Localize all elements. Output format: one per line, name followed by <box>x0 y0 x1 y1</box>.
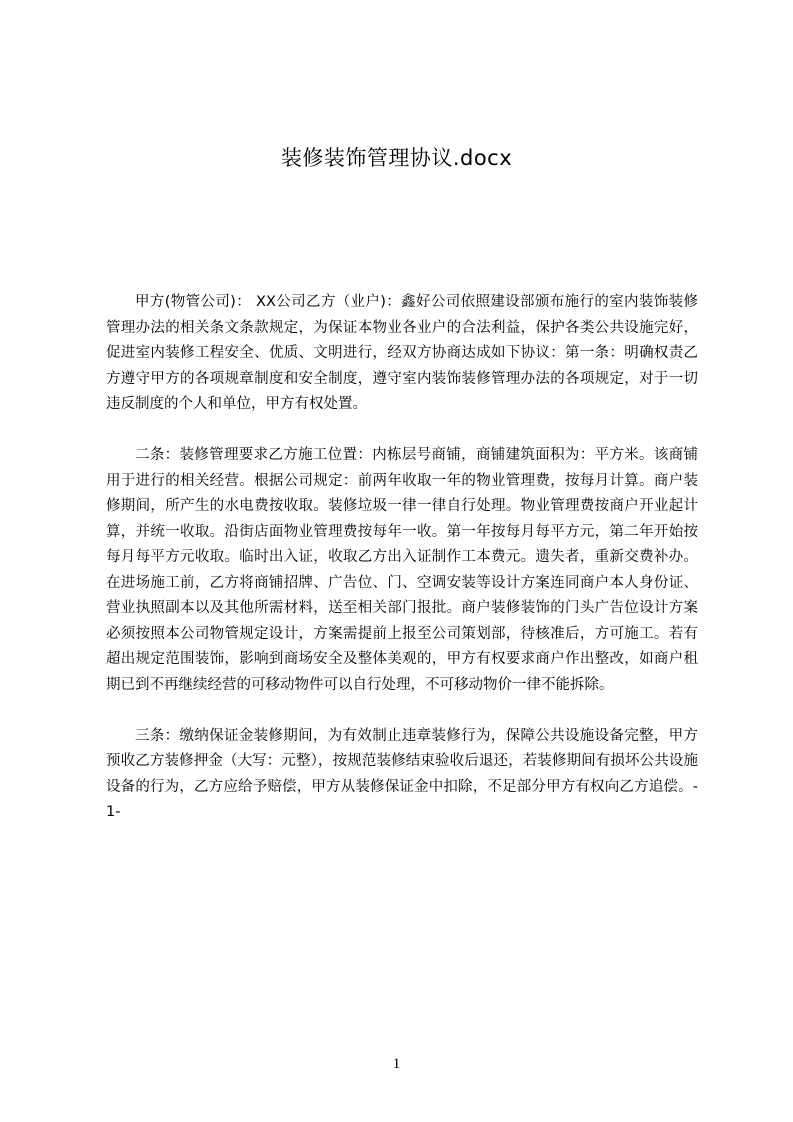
paragraph-spacer <box>106 418 698 444</box>
document-title: 装修装饰管理协议.docx <box>280 146 513 170</box>
paragraph-party-info: 甲方(物管公司)： XX公司乙方（业户)：鑫好公司依照建设部颁布施行的室内装饰装修管理办法的相关条文条款规定，为保证本物业各业户的合法利益，保护各类公共设施完好，促进室内装修工程安全、优质、文明进行，经双方协商达成如下协议：第一条：明确权责乙方遵守甲方的各项规章制度和安全制度，遵守室内装饰装修管理办法的各项规定，对于一切违反制度的个人和单位，甲方有权处置。 <box>106 294 698 412</box>
paragraph-article-three: 三条：缴纳保证金装修期间，为有效制止违章装修行为，保障公共设施设备完整，甲方预收乙方装修押金（大写：元整），按规范装修结束验收后退还，若装修期间有损坏公共设施设备的行为，乙方应给予赔偿，甲方从装修保证金中扣除，不足部分甲方有权向乙方追偿。-1- <box>106 727 698 820</box>
document-body <box>106 290 698 826</box>
paragraph-spacer <box>106 698 698 724</box>
paragraph-article-two: 二条：装修管理要求乙方施工位置：内栋层号商铺，商铺建筑面积为：平方米。该商铺用于进行的相关经营。根据公司规定：前两年收取一年的物业管理费，按每月计算。商户装修期间，所产生的水电费按收取。装修垃圾一律一律自行处理。物业管理费按商户开业起计算，并统一收取。沿街店面物业管理费按每年一收。第一年按每月每平方元，第二年开始按每月每平方元收取。临时出入证，收取乙方出入证制作工本费元。遗失者，重新交费补办。在进场施工前，乙方将商铺招牌、广告位、门、空调安装等设计方案连同商户本人身份证、营业执照副本以及其他所需材料，送至相关部门报批。商户装修装饰的门头广告位设计方案必须按照本公司物管规定设计，方案需提前上报至公司策划部，待核准后，方可施工。若有超出规定范围装饰，影响到商场安全及整体美观的，甲方有权要求商户作出整改，如商户租期已到不再继续经营的可移动物件可以自行处理，不可移动物价一律不能拆除。 <box>106 447 698 693</box>
page-number: 1 <box>392 1056 401 1072</box>
